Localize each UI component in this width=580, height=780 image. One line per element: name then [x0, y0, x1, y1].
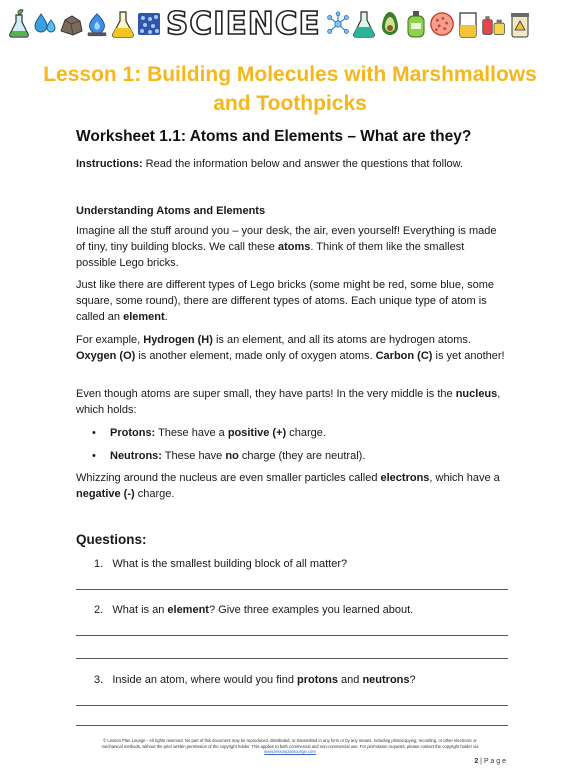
rock-icon — [58, 8, 84, 40]
p5-text-c: , which have a — [429, 472, 500, 484]
p1-text-c: . Think of them like the smallest possible Lego bricks. — [76, 241, 465, 269]
page-separator: | — [478, 758, 484, 765]
bullet-neutrons-text-c: charge (they are neutral). — [238, 450, 366, 462]
answer-line-2a[interactable] — [76, 635, 508, 636]
hazard-jar-icon — [507, 8, 533, 40]
p4-text-c: , which holds: — [76, 388, 501, 416]
p5-text-a: Whizzing around the nucleus are even smaller particles called — [76, 472, 381, 484]
question-2-number: 2. — [94, 604, 104, 616]
p2-text-c: . — [164, 311, 168, 323]
plant-flask-icon — [6, 8, 32, 40]
p4-term-nucleus: nucleus — [455, 388, 498, 400]
question-3 — [94, 672, 416, 688]
p3-text-e: is another element, made only of oxygen atoms. — [135, 350, 376, 362]
avocado-icon — [377, 8, 403, 40]
petri-dish-icon — [429, 8, 455, 40]
molecule-icon — [325, 8, 351, 40]
bullet-protons-text-a: These have a — [155, 427, 228, 439]
p4-text-a: Even though atoms are super small, they have parts! In the very middle is the — [76, 388, 456, 400]
bullet-neutrons-term: no — [225, 450, 239, 462]
question-3-text-a: Inside an atom, where would you find — [112, 674, 298, 686]
bullet-protons — [94, 425, 326, 441]
page-number-value: 2 — [474, 758, 479, 765]
footer-website-link[interactable]: www.lessonplanlounge.com — [264, 749, 316, 754]
page-label: P a g e — [483, 758, 506, 765]
question-3-number: 3. — [94, 674, 104, 686]
instructions-label: Instructions: — [76, 158, 143, 170]
question-2 — [94, 602, 413, 618]
footer-line-2: mechanical methods, without the prior written permission of the copyright holder. This applies to both commercial and non-commercial use. For permission requests, please contact the copyright holder via — [101, 743, 479, 749]
conical-flask-icon — [351, 8, 377, 40]
p3-term-carbon: Carbon (C) — [375, 350, 433, 362]
question-2-text-c: ? Give three examples you learned about. — [208, 604, 414, 616]
p1-term-atoms: atoms — [277, 241, 311, 253]
paragraph-examples — [76, 332, 506, 364]
molecule-pattern-icon — [136, 8, 162, 40]
bullet-neutrons-text-a: These have — [161, 450, 226, 462]
question-2-text-a: What is an — [112, 604, 168, 616]
worksheet-title: Worksheet 1.1: Atoms and Elements – What are they? — [76, 128, 472, 145]
p5-term-negative: negative (-) — [76, 488, 135, 500]
copyright-footer — [60, 738, 520, 755]
flask-icon — [110, 8, 136, 40]
bullet-protons-term: positive (+) — [227, 427, 287, 439]
instructions — [76, 156, 516, 172]
paragraph-atoms — [76, 223, 506, 271]
page-number — [474, 758, 506, 765]
banner-science-word: SCIENCE — [166, 5, 321, 42]
question-3-term-protons: protons — [297, 674, 338, 686]
bullet-neutrons-label: Neutrons: — [110, 450, 162, 462]
answer-line-2b[interactable] — [76, 658, 508, 659]
p2-text-a: Just like there are different types of Lego bricks (some might be red, some blue, some square, some round), there are different types of atoms. Each unique type of atom is called an — [76, 279, 494, 323]
p3-text-g: is yet another! — [432, 350, 505, 362]
question-3-term-neutrons: neutrons — [362, 674, 410, 686]
p2-term-element: element — [123, 311, 165, 323]
p3-term-hydrogen: Hydrogen (H) — [143, 334, 213, 346]
answer-line-1[interactable] — [76, 589, 508, 590]
question-1-number: 1. — [94, 558, 104, 570]
paragraph-elements — [76, 277, 506, 325]
chemical-bottles-icon — [481, 8, 507, 40]
paragraph-electrons — [76, 470, 506, 502]
question-2-term-element: element — [167, 604, 209, 616]
paragraph-nucleus — [76, 386, 506, 418]
burner-flame-icon — [84, 8, 110, 40]
questions-heading: Questions: — [76, 532, 147, 547]
bullet-protons-text-c: charge. — [286, 427, 326, 439]
p1-text-a: Imagine all the stuff around you – your desk, the air, even yourself! Everything is made of tiny, tiny building blocks. We call these — [76, 225, 497, 253]
question-3-text-c: and — [337, 674, 363, 686]
p5-text-e: charge. — [134, 488, 175, 500]
science-banner — [6, 4, 574, 44]
instructions-text: Read the information below and answer the questions that follow. — [142, 158, 464, 170]
p3-term-oxygen: Oxygen (O) — [76, 350, 136, 362]
water-drops-icon — [32, 8, 58, 40]
question-1-text: What is the smallest building block of all matter? — [112, 558, 348, 570]
footer-line-1: © Lesson Plan Lounge - All rights reserved. No part of this document may be reproduced, distributed, or transmitted in any form or by any means, including photocopying, recording, or other electronic or — [103, 738, 477, 743]
bullet-protons-label: Protons: — [110, 427, 156, 439]
section-heading: Understanding Atoms and Elements — [76, 205, 266, 217]
answer-line-3a[interactable] — [76, 705, 508, 706]
answer-line-3b[interactable] — [76, 725, 508, 726]
question-1 — [94, 556, 347, 572]
gas-canister-icon — [403, 8, 429, 40]
question-3-text-e: ? — [409, 674, 416, 686]
p3-text-c: is an element, and all its atoms are hydrogen atoms. — [212, 334, 471, 346]
p3-text-a: For example, — [76, 334, 144, 346]
p5-term-electrons: electrons — [380, 472, 430, 484]
beaker-icon — [455, 8, 481, 40]
bullet-neutrons — [94, 448, 365, 464]
lesson-title: Lesson 1: Building Molecules with Marshmallows and Toothpicks — [43, 63, 537, 115]
